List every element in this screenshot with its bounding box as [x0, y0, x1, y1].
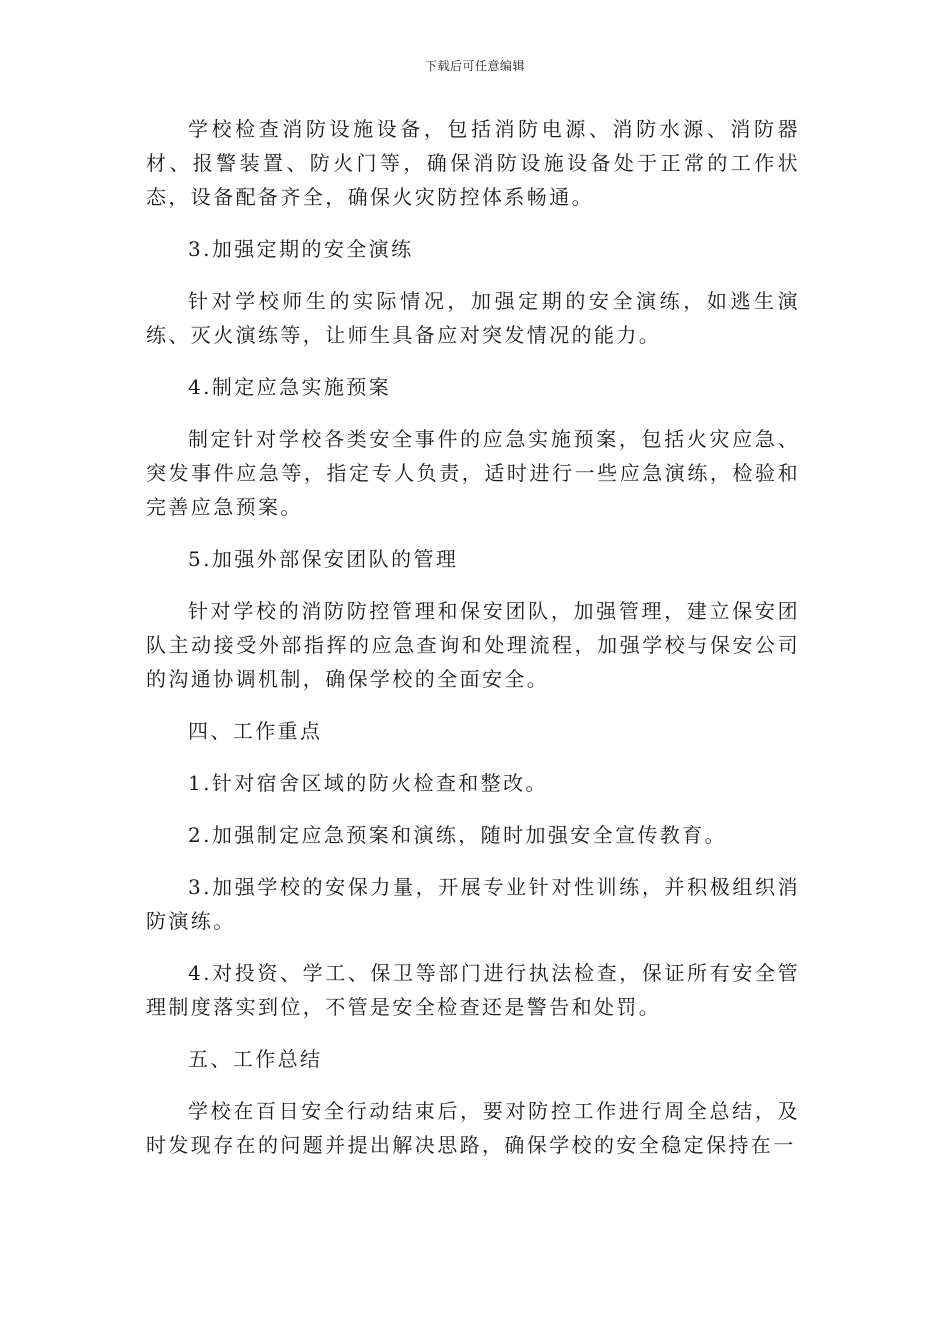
section-heading-security-team: 5.加强外部保安团队的管理	[188, 547, 459, 571]
section-heading-work-focus: 四、工作重点	[188, 719, 323, 743]
section-heading-summary: 五、工作总结	[188, 1047, 323, 1071]
document-body	[146, 112, 800, 1180]
list-item-focus-1: 1.针对宿舍区域的防火检查和整改。	[188, 771, 548, 795]
list-item-focus-3: 3.加强学校的安保力量，开展专业针对性训练，并积极组织消防演练。	[146, 875, 800, 933]
list-item-focus-2: 2.加强制定应急预案和演练，随时加强安全宣传教育。	[188, 823, 728, 847]
paragraph-emergency-plan: 制定针对学校各类安全事件的应急实施预案，包括火灾应急、突发事件应急等，指定专人负责，适时进行一些应急演练，检验和完善应急预案。	[146, 427, 800, 519]
list-item-focus-4: 4.对投资、学工、保卫等部门进行执法检查，保证所有安全管理制度落实到位，不管是安全检查还是警告和处罚。	[146, 961, 800, 1019]
section-heading-drills: 3.加强定期的安全演练	[188, 237, 414, 261]
paragraph-facility-check: 学校检查消防设施设备，包括消防电源、消防水源、消防器材、报警装置、防火门等，确保消防设施设备处于正常的工作状态，设备配备齐全，确保火灾防控体系畅通。	[146, 117, 800, 209]
section-heading-emergency-plan: 4.制定应急实施预案	[188, 375, 392, 399]
paragraph-summary: 学校在百日安全行动结束后，要对防控工作进行周全总结，及时发现存在的问题并提出解决思路，确保学校的安全稳定保持在一	[146, 1099, 800, 1157]
paragraph-drills: 针对学校师生的实际情况，加强定期的安全演练，如逃生演练、灭火演练等，让师生具备应对突发情况的能力。	[146, 289, 800, 347]
paragraph-security-team: 针对学校的消防防控管理和保安团队，加强管理，建立保安团队主动接受外部指挥的应急查询和处理流程，加强学校与保安公司的沟通协调机制，确保学校的全面安全。	[146, 599, 800, 691]
header-note: 下载后可任意编辑	[424, 59, 525, 73]
